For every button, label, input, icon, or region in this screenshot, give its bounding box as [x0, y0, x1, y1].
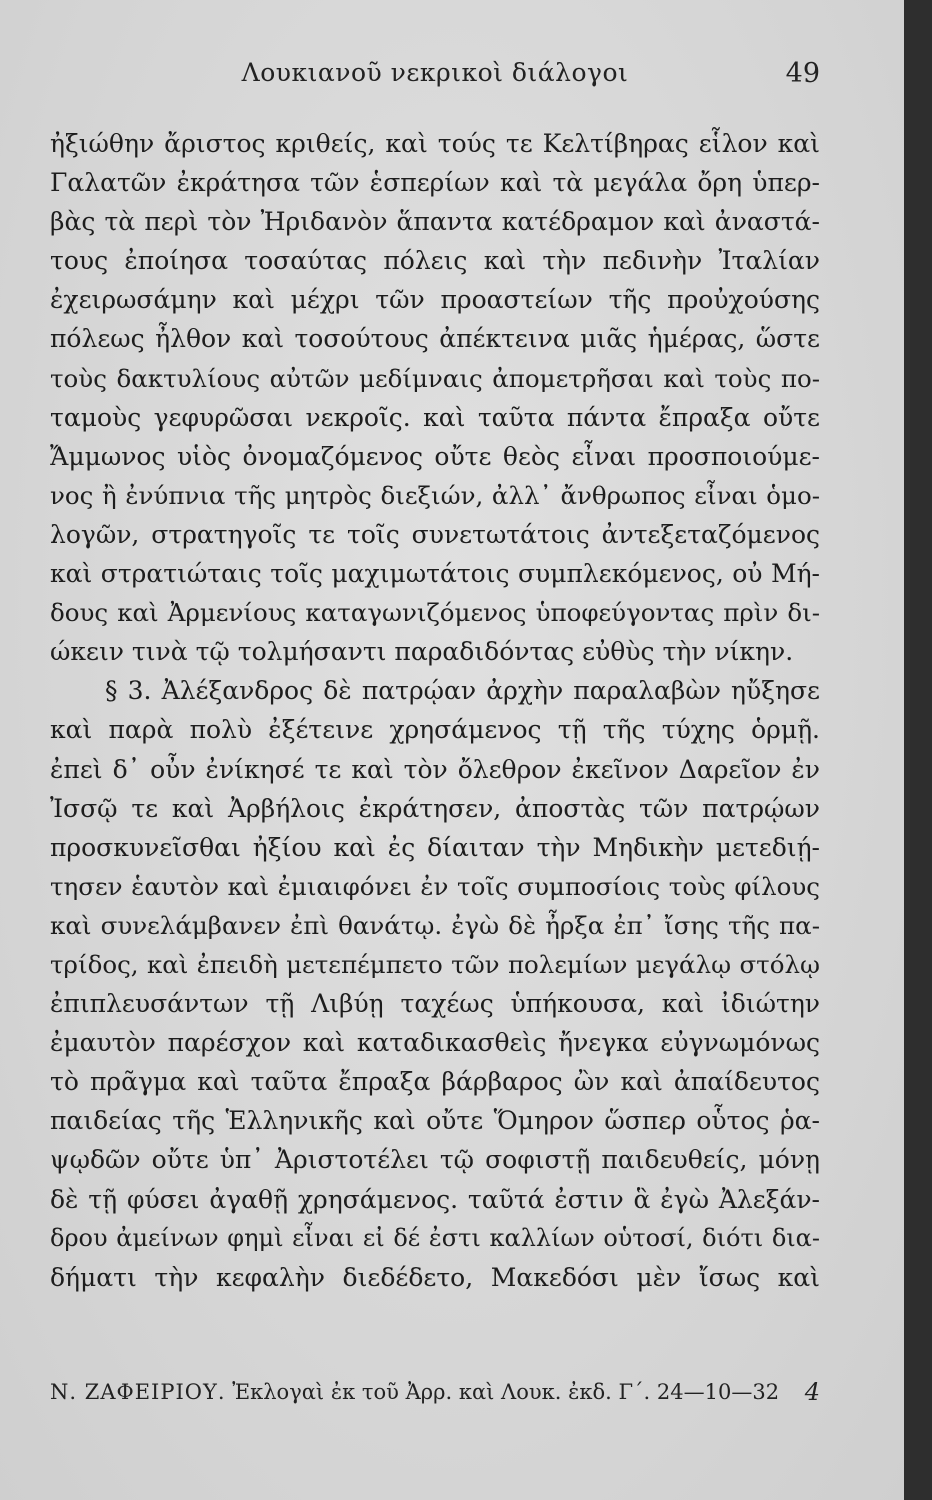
- text-line: καὶ παρὰ πολὺ ἐξέτεινε χρησάμενος τῇ τῆς τύχης ὁρμῇ.: [50, 715, 820, 745]
- footer-credit: [50, 1374, 779, 1410]
- text-line: νος ἢ ἐνύπνια τῆς μητρὸς διεξιών, ἀλλ᾽ ἄνθρωπος εἶναι ὁμο-: [50, 480, 820, 510]
- page-header: [50, 58, 820, 98]
- text-line: καὶ στρατιώταις τοῖς μαχιμωτάτοις συμπλεκόμενος, οὐ Μή-: [50, 559, 820, 589]
- text-line: καὶ συνελάμβανεν ἐπὶ θανάτῳ. ἐγὼ δὲ ἦρξα ἐπ᾽ ἴσης τῆς πα-: [50, 910, 820, 940]
- text-line: πόλεως ἦλθον καὶ τοσούτους ἀπέκτεινα μιᾶς ἡμέρας, ὥστε: [50, 324, 820, 354]
- text-line: Ἰσσῷ τε καὶ Ἀρβήλοις ἐκράτησεν, ἀποστὰς τῶν πατρῴων: [50, 793, 820, 823]
- text-line: ἐπεὶ δ᾽ οὖν ἐνίκησέ τε καὶ τὸν ὄλεθρον ἐκεῖνον Δαρεῖον ἐν: [50, 754, 820, 784]
- text-line: προσκυνεῖσθαι ἠξίου καὶ ἐς δίαιταν τὴν Μηδικὴν μετεδιῄ-: [50, 832, 820, 862]
- footer-author: Ν. ΖΑΦΕΙΡΙΟΥ.: [50, 1380, 226, 1404]
- text-line: παιδείας τῆς Ἑλληνικῆς καὶ οὔτε Ὅμηρον ὥσπερ οὗτος ῥα-: [50, 1106, 820, 1136]
- body-text: [50, 124, 820, 1297]
- text-line: δήματι τὴν κεφαλὴν διεδέδετο, Μακεδόσι μὲν ἴσως καὶ: [50, 1262, 820, 1292]
- text-line: Ἄμμωνος υἱὸς ὀνομαζόμενος οὔτε θεὸς εἶναι προσποιούμε-: [50, 441, 820, 471]
- section-start-line: § 3. Ἀλέξανδρος δὲ πατρῴαν ἀρχὴν παραλαβὼν ηὔξησε: [105, 676, 820, 706]
- text-line: δὲ τῇ φύσει ἀγαθῇ χρησάμενος. ταῦτά ἐστιν ἃ ἐγὼ Ἀλεξάν-: [50, 1184, 820, 1214]
- text-line: τησεν ἑαυτὸν καὶ ἐμιαιφόνει ἐν τοῖς συμποσίοις τοὺς φίλους: [50, 871, 820, 901]
- text-line: ψῳδῶν οὔτε ὑπ᾽ Ἀριστοτέλει τῷ σοφιστῇ παιδευθείς, μόνῃ: [50, 1145, 820, 1175]
- page-number: 49: [785, 58, 820, 89]
- text-line: ἐπιπλευσάντων τῇ Λιβύῃ ταχέως ὑπήκουσα, καὶ ἰδιώτην: [50, 989, 820, 1019]
- running-title: Λουκιανοῦ νεκρικοὶ διάλογοι: [241, 58, 629, 87]
- text-line: ώκειν τινὰ τῷ τολμήσαντι παραδιδόντας εὐθὺς τὴν νίκην.: [50, 637, 794, 667]
- text-line: λογῶν, στρατηγοῖς τε τοῖς συνετωτάτοις ἀντεξεταζόμενος: [50, 519, 820, 549]
- text-line: τὸ πρᾶγμα καὶ ταῦτα ἔπραξα βάρβαρος ὢν καὶ ἀπαίδευτος: [50, 1067, 820, 1097]
- text-line: δους καὶ Ἀρμενίους καταγωνιζόμενος ὑποφεύγοντας πρὶν δι-: [50, 598, 820, 628]
- text-line: ἠξιώθην ἄριστος κριθείς, καὶ τούς τε Κελτίβηρας εἷλον καὶ: [50, 129, 820, 158]
- text-line: δρου ἀμείνων φημὶ εἶναι εἰ δέ ἐστι καλλίων οὑτοσί, διότι δια-: [50, 1223, 820, 1252]
- text-line: ταμοὺς γεφυρῶσαι νεκροῖς. καὶ ταῦτα πάντα ἔπραξα οὔτε: [50, 402, 820, 432]
- text-line: βὰς τὰ περὶ τὸν Ἠριδανὸν ἅπαντα κατέδραμον καὶ ἀναστά-: [50, 207, 820, 237]
- text-line: ἐχειρωσάμην καὶ μέχρι τῶν προαστείων τῆς προὐχούσης: [50, 285, 820, 315]
- footer-edition: Ἐκλογαὶ ἐκ τοῦ Ἀρρ. καὶ Λουκ. ἐκδ. Γ΄. 24—10—32: [232, 1380, 780, 1404]
- text-line: τρίδος, καὶ ἐπειδὴ μετεπέμπετο τῶν πολεμίων μεγάλῳ στόλῳ: [50, 949, 820, 979]
- signature-mark: 4: [804, 1378, 820, 1406]
- page-footer: [50, 1374, 820, 1410]
- text-line: ἐμαυτὸν παρέσχον καὶ καταδικασθεὶς ἤνεγκα εὐγνωμόνως: [50, 1028, 820, 1058]
- text-line: τοὺς δακτυλίους αὐτῶν μεδίμναις ἀπομετρῆσαι καὶ τοὺς πο-: [50, 363, 820, 393]
- text-line: Γαλατῶν ἐκράτησα τῶν ἑσπερίων καὶ τὰ μεγάλα ὄρη ὑπερ-: [50, 168, 820, 198]
- text-line: τους ἐποίησα τοσαύτας πόλεις καὶ τὴν πεδινὴν Ἰταλίαν: [50, 246, 820, 276]
